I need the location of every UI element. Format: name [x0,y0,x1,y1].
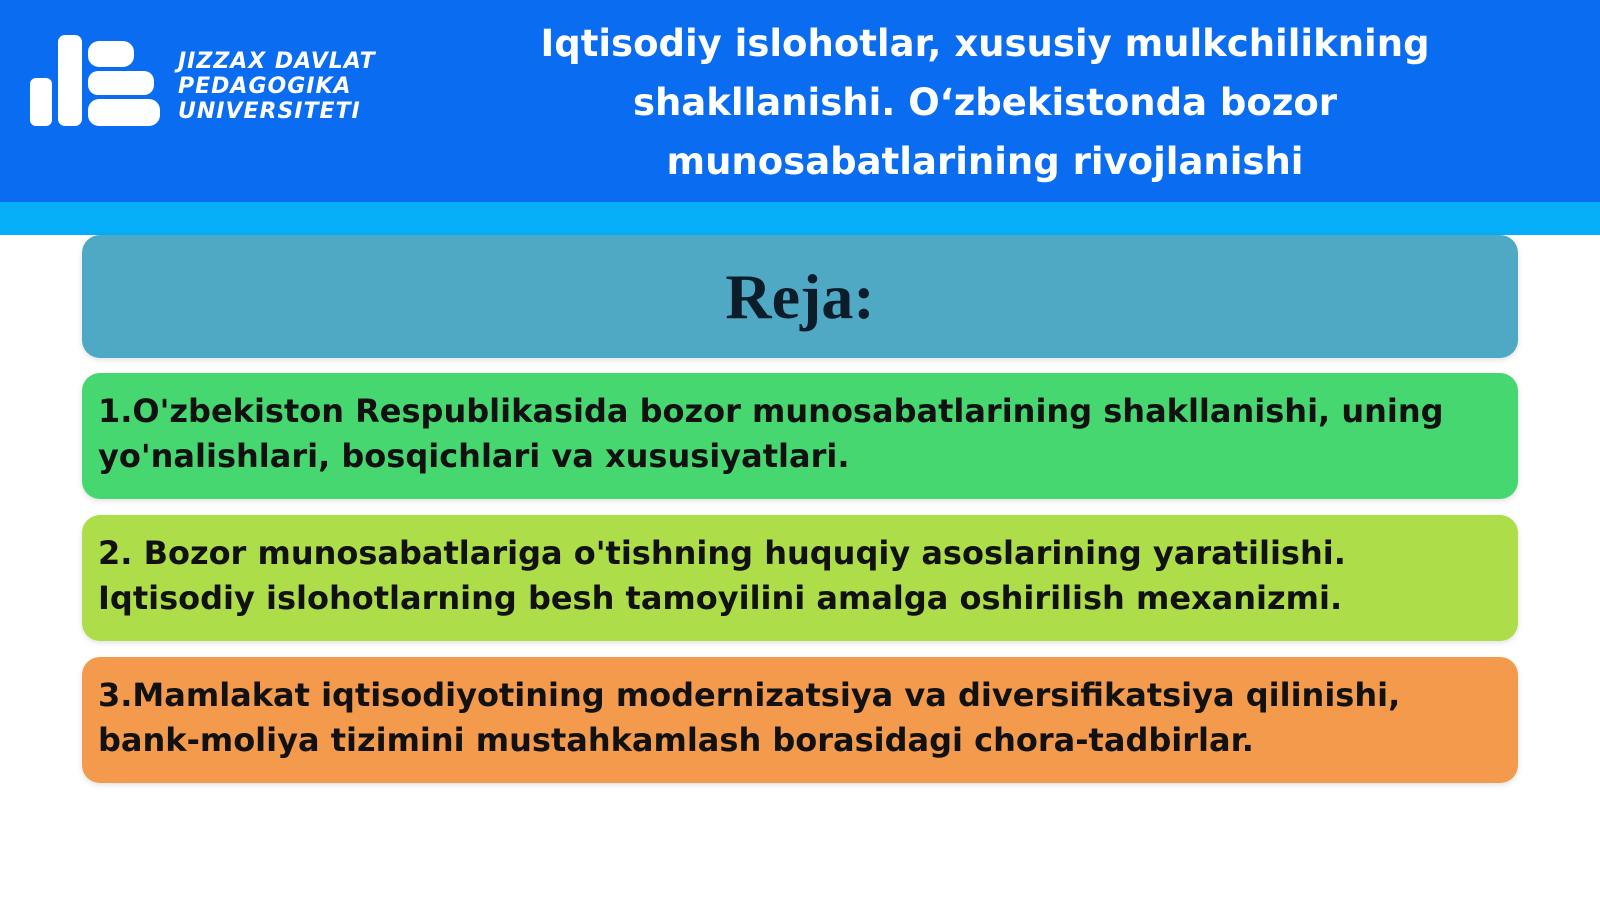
plan-item-2: 2. Bozor munosabatlariga o'tishning huquqiy asoslarining yaratilishi. Iqtisodiy islohotlarning besh tamoyilini amalga oshirilish mexanizmi. [82,515,1518,641]
plan-heading: Reja: [725,260,875,332]
university-name-line-2: PEDAGOGIKA [178,74,352,99]
university-logo [30,33,430,128]
header-bar [0,0,1600,202]
university-name-line-3: UNIVERSITETI [178,99,361,124]
slide-title: Iqtisodiy islohotlar, xususiy mulkchilikning shakllanishi. Oʻzbekistonda bozor munosabatlarining rivojlanishi [540,22,1430,183]
plan-item-1: 1.O'zbekiston Respublikasida bozor munosabatlarining shakllanishi, uning yo'nalishlari, bosqichlari va xususiyatlari. [82,373,1518,499]
plan-heading-box [82,235,1518,358]
plan-item-3: 3.Mamlakat iqtisodiyotining modernizatsiya va diversifikatsiya qilinishi, bank-moliya tizimini mustahkamlash borasidagi chora-tadbirlar. [82,657,1518,783]
university-name [178,49,376,124]
university-logo-icon [30,33,170,128]
university-name-line-1: JIZZAX DAVLAT [178,49,376,74]
header-accent-strip [0,202,1600,235]
